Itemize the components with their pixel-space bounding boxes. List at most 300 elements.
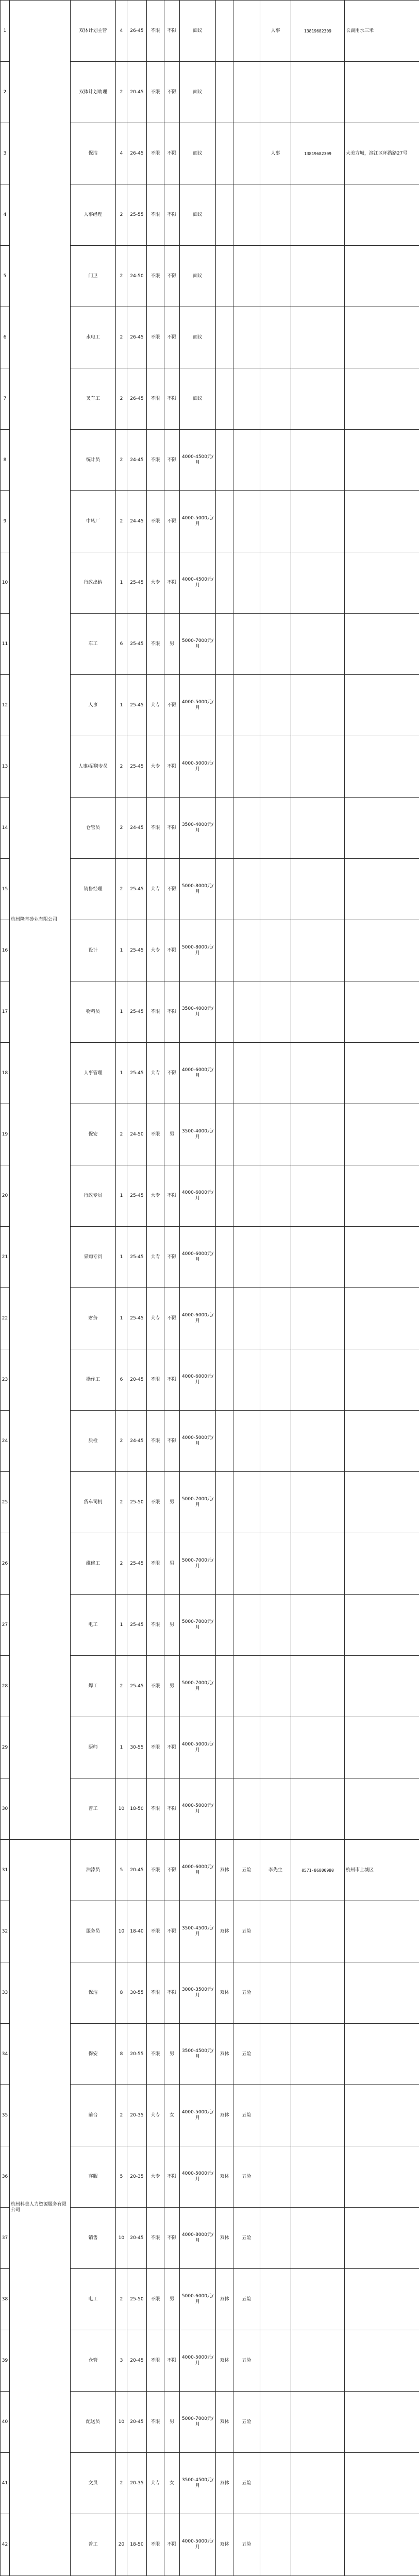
cell-salary: 5000-8000元/月 bbox=[180, 920, 216, 981]
cell-rest bbox=[216, 307, 233, 368]
cell-address bbox=[345, 2330, 419, 2392]
cell-age: 25-45 bbox=[127, 1165, 147, 1227]
cell-age: 25-45 bbox=[127, 1043, 147, 1104]
cell-contact bbox=[260, 246, 291, 307]
cell-benefits bbox=[233, 491, 260, 552]
table-row bbox=[1, 1, 419, 62]
cell-headcount: 10 bbox=[116, 1901, 127, 1962]
cell-position: 维修工 bbox=[71, 1533, 116, 1595]
cell-phone bbox=[291, 1717, 345, 1778]
cell-benefits: 五险 bbox=[233, 2269, 260, 2330]
cell-headcount: 1 bbox=[116, 920, 127, 981]
cell-position: 质检 bbox=[71, 1411, 116, 1472]
cell-headcount: 10 bbox=[116, 2392, 127, 2453]
cell-address bbox=[345, 1043, 419, 1104]
cell-benefits bbox=[233, 307, 260, 368]
cell-gender: 不限 bbox=[164, 1778, 180, 1840]
cell-index: 3 bbox=[1, 123, 10, 184]
cell-education: 不限 bbox=[147, 2330, 164, 2392]
company-name: 杭州隆基砂业有限公司 bbox=[10, 1, 71, 1840]
cell-headcount: 8 bbox=[116, 2024, 127, 2085]
cell-phone bbox=[291, 368, 345, 430]
cell-position: 门卫 bbox=[71, 246, 116, 307]
cell-age: 26-45 bbox=[127, 123, 147, 184]
cell-gender: 不限 bbox=[164, 123, 180, 184]
cell-headcount: 1 bbox=[116, 552, 127, 614]
cell-rest bbox=[216, 491, 233, 552]
cell-age: 30-55 bbox=[127, 1717, 147, 1778]
cell-headcount: 2 bbox=[116, 2085, 127, 2146]
cell-headcount: 20 bbox=[116, 2514, 127, 2575]
cell-gender: 不限 bbox=[164, 1349, 180, 1411]
cell-position: 保洁 bbox=[71, 123, 116, 184]
cell-education: 不限 bbox=[147, 307, 164, 368]
cell-education: 不限 bbox=[147, 981, 164, 1043]
cell-headcount: 1 bbox=[116, 1227, 127, 1288]
cell-age: 20-35 bbox=[127, 2453, 147, 2514]
cell-index: 22 bbox=[1, 1288, 10, 1349]
cell-education: 不限 bbox=[147, 2208, 164, 2269]
cell-age: 25-45 bbox=[127, 1533, 147, 1595]
cell-gender: 男 bbox=[164, 2024, 180, 2085]
cell-position: 电工 bbox=[71, 2269, 116, 2330]
cell-phone bbox=[291, 1104, 345, 1165]
cell-position: 中转厂 bbox=[71, 491, 116, 552]
cell-address: 大美方城，滨江区环路路27号 bbox=[345, 123, 419, 184]
cell-phone bbox=[291, 736, 345, 798]
cell-contact bbox=[260, 2146, 291, 2208]
cell-salary: 3500-4500元/月 bbox=[180, 2453, 216, 2514]
cell-salary: 5000-6000元/月 bbox=[180, 2269, 216, 2330]
cell-index: 25 bbox=[1, 1472, 10, 1533]
cell-phone bbox=[291, 614, 345, 675]
cell-education: 不限 bbox=[147, 1840, 164, 1901]
cell-education: 大专 bbox=[147, 2146, 164, 2208]
cell-salary: 3500-4000元/月 bbox=[180, 798, 216, 859]
cell-salary: 面议 bbox=[180, 123, 216, 184]
cell-age: 20-55 bbox=[127, 2024, 147, 2085]
cell-index: 8 bbox=[1, 430, 10, 491]
cell-phone bbox=[291, 2453, 345, 2514]
cell-age: 18-50 bbox=[127, 1778, 147, 1840]
cell-index: 16 bbox=[1, 920, 10, 981]
cell-rest: 双休 bbox=[216, 2024, 233, 2085]
cell-rest: 双休 bbox=[216, 2453, 233, 2514]
cell-salary: 5000-7000元/月 bbox=[180, 1595, 216, 1656]
cell-age: 26-45 bbox=[127, 307, 147, 368]
cell-position: 前台 bbox=[71, 2085, 116, 2146]
cell-address: 长湖用水三米 bbox=[345, 1, 419, 62]
cell-education: 大专 bbox=[147, 1043, 164, 1104]
cell-phone bbox=[291, 430, 345, 491]
cell-rest bbox=[216, 1778, 233, 1840]
cell-position: 双体计划助理 bbox=[71, 62, 116, 123]
cell-benefits: 五险 bbox=[233, 2453, 260, 2514]
cell-position: 客服 bbox=[71, 2146, 116, 2208]
cell-rest bbox=[216, 1533, 233, 1595]
cell-position: 保安 bbox=[71, 1104, 116, 1165]
cell-salary: 面议 bbox=[180, 1, 216, 62]
cell-salary: 4000-5000元/月 bbox=[180, 2514, 216, 2575]
cell-index: 35 bbox=[1, 2085, 10, 2146]
cell-position: 焊工 bbox=[71, 1656, 116, 1717]
cell-position: 普工 bbox=[71, 1778, 116, 1840]
cell-rest bbox=[216, 430, 233, 491]
cell-salary: 4000-5000元/月 bbox=[180, 2330, 216, 2392]
cell-index: 26 bbox=[1, 1533, 10, 1595]
cell-headcount: 1 bbox=[116, 1288, 127, 1349]
cell-headcount: 2 bbox=[116, 1472, 127, 1533]
cell-benefits bbox=[233, 1717, 260, 1778]
cell-contact bbox=[260, 1778, 291, 1840]
cell-phone bbox=[291, 2269, 345, 2330]
cell-index: 12 bbox=[1, 675, 10, 736]
cell-rest: 双休 bbox=[216, 1962, 233, 2024]
cell-phone bbox=[291, 1349, 345, 1411]
cell-benefits bbox=[233, 1288, 260, 1349]
cell-position: 人事管理 bbox=[71, 1043, 116, 1104]
cell-benefits bbox=[233, 1778, 260, 1840]
cell-rest bbox=[216, 62, 233, 123]
cell-index: 18 bbox=[1, 1043, 10, 1104]
cell-benefits bbox=[233, 430, 260, 491]
cell-contact bbox=[260, 430, 291, 491]
cell-phone: 13819682309 bbox=[291, 123, 345, 184]
cell-education: 不限 bbox=[147, 1962, 164, 2024]
cell-headcount: 1 bbox=[116, 1165, 127, 1227]
cell-age: 20-45 bbox=[127, 62, 147, 123]
cell-index: 41 bbox=[1, 2453, 10, 2514]
cell-position: 统计员 bbox=[71, 430, 116, 491]
cell-address bbox=[345, 859, 419, 920]
cell-salary: 面议 bbox=[180, 307, 216, 368]
cell-gender: 不限 bbox=[164, 920, 180, 981]
cell-education: 大专 bbox=[147, 552, 164, 614]
cell-rest bbox=[216, 368, 233, 430]
job-table-body bbox=[1, 1, 419, 2576]
cell-index: 4 bbox=[1, 184, 10, 246]
cell-rest bbox=[216, 920, 233, 981]
cell-salary: 5000-7000元/月 bbox=[180, 1656, 216, 1717]
cell-age: 20-45 bbox=[127, 2208, 147, 2269]
table-row bbox=[1, 1840, 419, 1901]
cell-index: 1 bbox=[1, 1, 10, 62]
cell-index: 27 bbox=[1, 1595, 10, 1656]
cell-position: 销售 bbox=[71, 2208, 116, 2269]
cell-headcount: 1 bbox=[116, 1043, 127, 1104]
cell-age: 18-50 bbox=[127, 2514, 147, 2575]
cell-gender: 不限 bbox=[164, 1411, 180, 1472]
cell-salary: 4000-5000元/月 bbox=[180, 1717, 216, 1778]
cell-phone bbox=[291, 1595, 345, 1656]
cell-position: 水电工 bbox=[71, 307, 116, 368]
cell-education: 不限 bbox=[147, 1, 164, 62]
cell-age: 25-45 bbox=[127, 859, 147, 920]
cell-phone bbox=[291, 1656, 345, 1717]
cell-position: 财务 bbox=[71, 1288, 116, 1349]
cell-salary: 4000-8000元/月 bbox=[180, 2208, 216, 2269]
cell-index: 17 bbox=[1, 981, 10, 1043]
cell-benefits: 五险 bbox=[233, 2024, 260, 2085]
cell-benefits: 五险 bbox=[233, 1962, 260, 2024]
cell-gender: 不限 bbox=[164, 1840, 180, 1901]
cell-gender: 女 bbox=[164, 2085, 180, 2146]
cell-rest bbox=[216, 675, 233, 736]
cell-index: 2 bbox=[1, 62, 10, 123]
cell-headcount: 10 bbox=[116, 1778, 127, 1840]
cell-address bbox=[345, 2269, 419, 2330]
cell-address bbox=[345, 1962, 419, 2024]
cell-address bbox=[345, 2146, 419, 2208]
cell-address bbox=[345, 1472, 419, 1533]
cell-salary: 4000-5000元/月 bbox=[180, 491, 216, 552]
cell-index: 34 bbox=[1, 2024, 10, 2085]
cell-age: 25-50 bbox=[127, 2269, 147, 2330]
cell-address bbox=[345, 368, 419, 430]
cell-benefits bbox=[233, 62, 260, 123]
cell-contact bbox=[260, 1411, 291, 1472]
cell-contact bbox=[260, 1104, 291, 1165]
cell-headcount: 1 bbox=[116, 675, 127, 736]
cell-headcount: 2 bbox=[116, 368, 127, 430]
cell-position: 仓管员 bbox=[71, 798, 116, 859]
cell-education: 不限 bbox=[147, 62, 164, 123]
cell-benefits: 五险 bbox=[233, 2330, 260, 2392]
cell-rest bbox=[216, 1411, 233, 1472]
cell-phone bbox=[291, 798, 345, 859]
cell-age: 25-45 bbox=[127, 1288, 147, 1349]
cell-benefits: 五险 bbox=[233, 2085, 260, 2146]
cell-headcount: 1 bbox=[116, 1595, 127, 1656]
cell-gender: 不限 bbox=[164, 675, 180, 736]
cell-gender: 不限 bbox=[164, 2146, 180, 2208]
cell-address bbox=[345, 2024, 419, 2085]
cell-rest bbox=[216, 1, 233, 62]
cell-gender: 不限 bbox=[164, 1165, 180, 1227]
cell-salary: 4000-6000元/月 bbox=[180, 1165, 216, 1227]
cell-benefits bbox=[233, 920, 260, 981]
cell-contact bbox=[260, 62, 291, 123]
cell-salary: 面议 bbox=[180, 62, 216, 123]
cell-rest bbox=[216, 1472, 233, 1533]
cell-age: 24-45 bbox=[127, 491, 147, 552]
cell-rest: 双休 bbox=[216, 2269, 233, 2330]
cell-benefits: 五险 bbox=[233, 2208, 260, 2269]
cell-headcount: 2 bbox=[116, 62, 127, 123]
cell-education: 不限 bbox=[147, 1411, 164, 1472]
cell-rest bbox=[216, 1656, 233, 1717]
cell-index: 21 bbox=[1, 1227, 10, 1288]
cell-headcount: 2 bbox=[116, 859, 127, 920]
cell-contact bbox=[260, 552, 291, 614]
cell-education: 大专 bbox=[147, 675, 164, 736]
cell-headcount: 2 bbox=[116, 430, 127, 491]
cell-benefits bbox=[233, 1472, 260, 1533]
cell-index: 33 bbox=[1, 1962, 10, 2024]
cell-position: 采购专员 bbox=[71, 1227, 116, 1288]
cell-education: 不限 bbox=[147, 368, 164, 430]
cell-contact bbox=[260, 1595, 291, 1656]
cell-index: 30 bbox=[1, 1778, 10, 1840]
cell-contact bbox=[260, 1901, 291, 1962]
cell-benefits bbox=[233, 552, 260, 614]
cell-headcount: 2 bbox=[116, 307, 127, 368]
cell-gender: 女 bbox=[164, 2453, 180, 2514]
cell-rest bbox=[216, 1104, 233, 1165]
cell-index: 10 bbox=[1, 552, 10, 614]
cell-headcount: 2 bbox=[116, 1411, 127, 1472]
cell-position: 电工 bbox=[71, 1595, 116, 1656]
cell-address bbox=[345, 552, 419, 614]
cell-benefits bbox=[233, 736, 260, 798]
company-name: 杭州科美人力资源服务有限公司 bbox=[10, 1840, 71, 2575]
cell-contact bbox=[260, 2085, 291, 2146]
cell-rest: 双休 bbox=[216, 1840, 233, 1901]
cell-rest: 双休 bbox=[216, 1901, 233, 1962]
cell-benefits bbox=[233, 675, 260, 736]
cell-index: 13 bbox=[1, 736, 10, 798]
cell-headcount: 6 bbox=[116, 614, 127, 675]
cell-rest bbox=[216, 859, 233, 920]
cell-address bbox=[345, 1778, 419, 1840]
cell-address bbox=[345, 491, 419, 552]
cell-phone bbox=[291, 1901, 345, 1962]
cell-position: 普工 bbox=[71, 2514, 116, 2575]
cell-address bbox=[345, 1227, 419, 1288]
cell-salary: 5000-7000元/月 bbox=[180, 1472, 216, 1533]
cell-phone: 13819682309 bbox=[291, 1, 345, 62]
cell-rest: 双休 bbox=[216, 2514, 233, 2575]
cell-education: 不限 bbox=[147, 1533, 164, 1595]
cell-address bbox=[345, 2453, 419, 2514]
cell-contact bbox=[260, 307, 291, 368]
cell-address bbox=[345, 2085, 419, 2146]
cell-gender: 男 bbox=[164, 1533, 180, 1595]
cell-age: 25-45 bbox=[127, 920, 147, 981]
cell-education: 不限 bbox=[147, 2392, 164, 2453]
cell-index: 9 bbox=[1, 491, 10, 552]
cell-phone bbox=[291, 2024, 345, 2085]
cell-headcount: 10 bbox=[116, 2208, 127, 2269]
cell-contact bbox=[260, 1962, 291, 2024]
cell-headcount: 1 bbox=[116, 1717, 127, 1778]
cell-gender: 不限 bbox=[164, 491, 180, 552]
cell-rest bbox=[216, 1043, 233, 1104]
cell-gender: 不限 bbox=[164, 430, 180, 491]
cell-gender: 不限 bbox=[164, 307, 180, 368]
cell-salary: 4000-5000元/月 bbox=[180, 2146, 216, 2208]
cell-benefits bbox=[233, 1165, 260, 1227]
cell-gender: 不限 bbox=[164, 1288, 180, 1349]
cell-headcount: 4 bbox=[116, 123, 127, 184]
cell-contact bbox=[260, 736, 291, 798]
cell-benefits bbox=[233, 1227, 260, 1288]
cell-position: 行政专员 bbox=[71, 1165, 116, 1227]
cell-contact bbox=[260, 1533, 291, 1595]
cell-address bbox=[345, 246, 419, 307]
cell-position: 配送员 bbox=[71, 2392, 116, 2453]
cell-contact bbox=[260, 2330, 291, 2392]
cell-education: 不限 bbox=[147, 491, 164, 552]
cell-age: 25-45 bbox=[127, 552, 147, 614]
cell-age: 20-45 bbox=[127, 1840, 147, 1901]
cell-education: 大专 bbox=[147, 920, 164, 981]
cell-education: 不限 bbox=[147, 2269, 164, 2330]
cell-salary: 4000-6000元/月 bbox=[180, 1349, 216, 1411]
cell-position: 物料员 bbox=[71, 981, 116, 1043]
cell-rest bbox=[216, 1717, 233, 1778]
cell-rest bbox=[216, 1227, 233, 1288]
cell-education: 大专 bbox=[147, 736, 164, 798]
cell-education: 大专 bbox=[147, 1288, 164, 1349]
cell-benefits bbox=[233, 1043, 260, 1104]
cell-rest bbox=[216, 1349, 233, 1411]
cell-phone bbox=[291, 859, 345, 920]
cell-position: 行政出纳 bbox=[71, 552, 116, 614]
cell-salary: 4000-5000元/月 bbox=[180, 736, 216, 798]
cell-salary: 3500-4500元/月 bbox=[180, 2024, 216, 2085]
cell-salary: 4000-6000元/月 bbox=[180, 1043, 216, 1104]
cell-address bbox=[345, 1901, 419, 1962]
cell-salary: 4000-6000元/月 bbox=[180, 1227, 216, 1288]
cell-phone bbox=[291, 246, 345, 307]
cell-index: 11 bbox=[1, 614, 10, 675]
cell-rest bbox=[216, 981, 233, 1043]
cell-index: 23 bbox=[1, 1349, 10, 1411]
cell-salary: 4000-4500元/月 bbox=[180, 552, 216, 614]
cell-education: 不限 bbox=[147, 1472, 164, 1533]
cell-headcount: 8 bbox=[116, 1962, 127, 2024]
cell-gender: 不限 bbox=[164, 246, 180, 307]
cell-index: 28 bbox=[1, 1656, 10, 1717]
cell-index: 20 bbox=[1, 1165, 10, 1227]
cell-address bbox=[345, 1533, 419, 1595]
cell-address bbox=[345, 184, 419, 246]
cell-index: 6 bbox=[1, 307, 10, 368]
cell-position: 车工 bbox=[71, 614, 116, 675]
cell-salary: 4000-5000元/月 bbox=[180, 1411, 216, 1472]
cell-benefits bbox=[233, 614, 260, 675]
cell-address bbox=[345, 981, 419, 1043]
cell-index: 37 bbox=[1, 2208, 10, 2269]
cell-address bbox=[345, 1165, 419, 1227]
cell-contact: 人事 bbox=[260, 123, 291, 184]
cell-benefits: 五险 bbox=[233, 2392, 260, 2453]
cell-index: 7 bbox=[1, 368, 10, 430]
cell-position: 保安 bbox=[71, 2024, 116, 2085]
cell-age: 24-45 bbox=[127, 1411, 147, 1472]
cell-index: 29 bbox=[1, 1717, 10, 1778]
cell-headcount: 2 bbox=[116, 2453, 127, 2514]
cell-headcount: 2 bbox=[116, 1656, 127, 1717]
cell-phone bbox=[291, 1533, 345, 1595]
cell-phone bbox=[291, 2392, 345, 2453]
cell-rest bbox=[216, 614, 233, 675]
cell-education: 大专 bbox=[147, 1165, 164, 1227]
cell-position: 仓管 bbox=[71, 2330, 116, 2392]
cell-gender: 不限 bbox=[164, 2208, 180, 2269]
cell-phone bbox=[291, 920, 345, 981]
cell-education: 不限 bbox=[147, 1778, 164, 1840]
cell-headcount: 5 bbox=[116, 1840, 127, 1901]
cell-address bbox=[345, 920, 419, 981]
cell-position: 油漆员 bbox=[71, 1840, 116, 1901]
cell-phone bbox=[291, 981, 345, 1043]
cell-age: 25-45 bbox=[127, 614, 147, 675]
cell-gender: 不限 bbox=[164, 798, 180, 859]
cell-education: 大专 bbox=[147, 859, 164, 920]
cell-salary: 3500-4000元/月 bbox=[180, 1104, 216, 1165]
